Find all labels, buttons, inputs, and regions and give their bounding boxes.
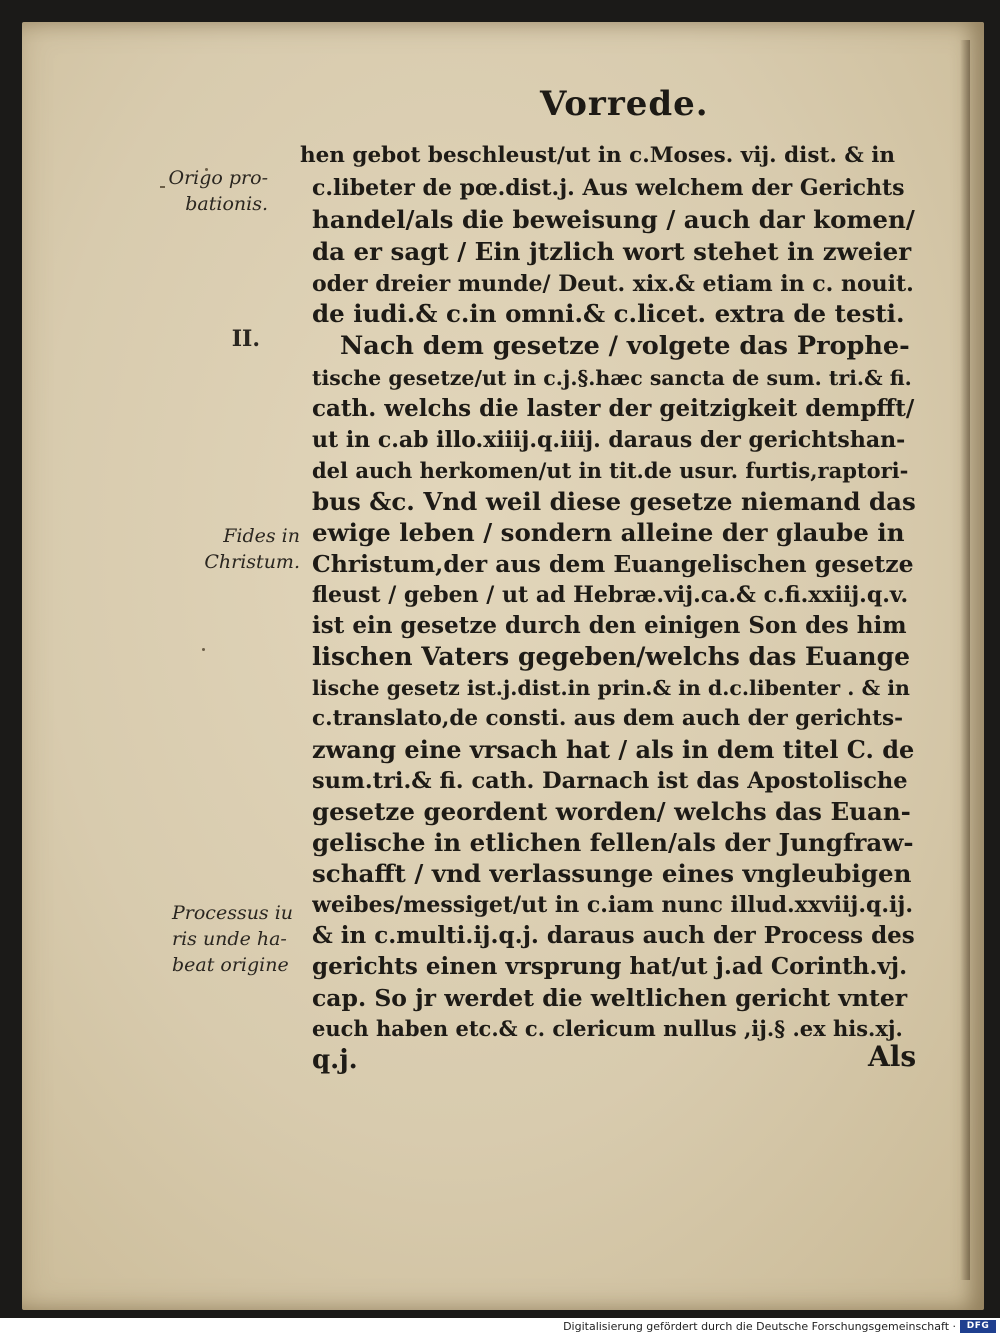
text-line-15: fleust / geben / ut ad Hebræ.vij.ca.& c.fi.xxiij.q.v. [312,582,909,608]
text-line-22: gesetze geordent worden/ welchs das Euan- [312,797,911,826]
text-line-13: ewige leben / sondern alleine der glaube in [312,518,905,547]
text-line-23: gelische in etlichen fellen/als der Jungfraw- [312,828,914,857]
text-line-5: oder dreier munde/ Deut. xix.& etiam in c. nouit. [312,271,914,297]
running-header: Vorrede. [540,84,709,124]
text-line-16: ist ein gesetze durch den einigen Son des him [312,612,907,639]
text-line-25: weibes/messiget/ut in c.iam nunc illud.xxviij.q.ij. [312,892,914,918]
text-line-10: ut in c.ab illo.xiiij.q.iiij. daraus der gerichtshan- [312,427,906,453]
text-line-24: schafft / vnd verlassunge eines vngleubigen [312,859,912,888]
margin-dot [202,648,205,651]
text-line-27: gerichts einen vrsprung hat/ut j.ad Corinth.vj. [312,953,908,980]
text-line-3: handel/als die beweisung / auch dar komen/ [312,205,915,234]
text-line-7: Nach dem gesetze / volgete das Prophe- [340,331,910,361]
text-line-6: de iudi.& c.in omni.& c.licet. extra de testi. [312,299,905,328]
text-line-20: zwang eine vrsach hat / als in dem titel C. de [312,735,915,764]
catchword: Als [868,1040,917,1073]
text-line-21: sum.tri.& fi. cath. Darnach ist das Apostolische [312,768,908,794]
margin-note-fides-in-christum: Fides in Christum. [204,525,300,573]
page-binding-shadow [960,40,970,1280]
text-line-12: bus &c. Vnd weil diese gesetze niemand das [312,487,916,516]
text-line-9: cath. welchs die laster der geitzigkeit dempfft/ [312,395,915,422]
margin-note-processus-iuris: Processus iu ris unde ha- beat origine [172,902,294,976]
text-line-17: lischen Vaters gegeben/welchs das Euange [312,642,910,671]
digitization-footer [0,1318,1000,1335]
text-line-8: tische gesetze/ut in c.j.§.hæc sancta de sum. tri.& fi. [312,366,912,390]
text-line-2: c.libeter de pœ.dist.j. Aus welchem der Gerichts [312,175,905,201]
text-line-14: Christum,der aus dem Euangelischen gesetze [312,550,914,578]
text-line-1: hen gebot beschleust/ut in c.Moses. vij. dist. & in [300,143,896,168]
text-line-18: lische gesetz ist.j.dist.in prin.& in d.c.libenter . & in [312,676,910,700]
margin-note-origo-probationis: Origo pro- bationis. [168,167,268,215]
text-line-4: da er sagt / Ein jtzlich wort stehet in zweier [312,237,912,266]
text-line-30: q.j. [312,1045,358,1075]
footer-credit-text: Digitalisierung gefördert durch die Deutsche Forschungsgemeinschaft · [563,1320,956,1333]
dfg-logo: DFG [960,1320,996,1333]
text-line-29: euch haben etc.& c. clericum nullus ,ij.§ .ex his.xj. [312,1016,903,1041]
text-line-19: c.translato,de consti. aus dem auch der gerichts- [312,706,904,731]
text-line-28: cap. So jr werdet die weltlichen gericht vnter [312,984,908,1012]
text-line-26: & in c.multi.ij.q.j. daraus auch der Process des [312,922,915,949]
margin-note-section-number: II. [231,326,260,352]
text-line-11: del auch herkomen/ut in tit.de usur. furtis,raptori- [312,458,909,483]
